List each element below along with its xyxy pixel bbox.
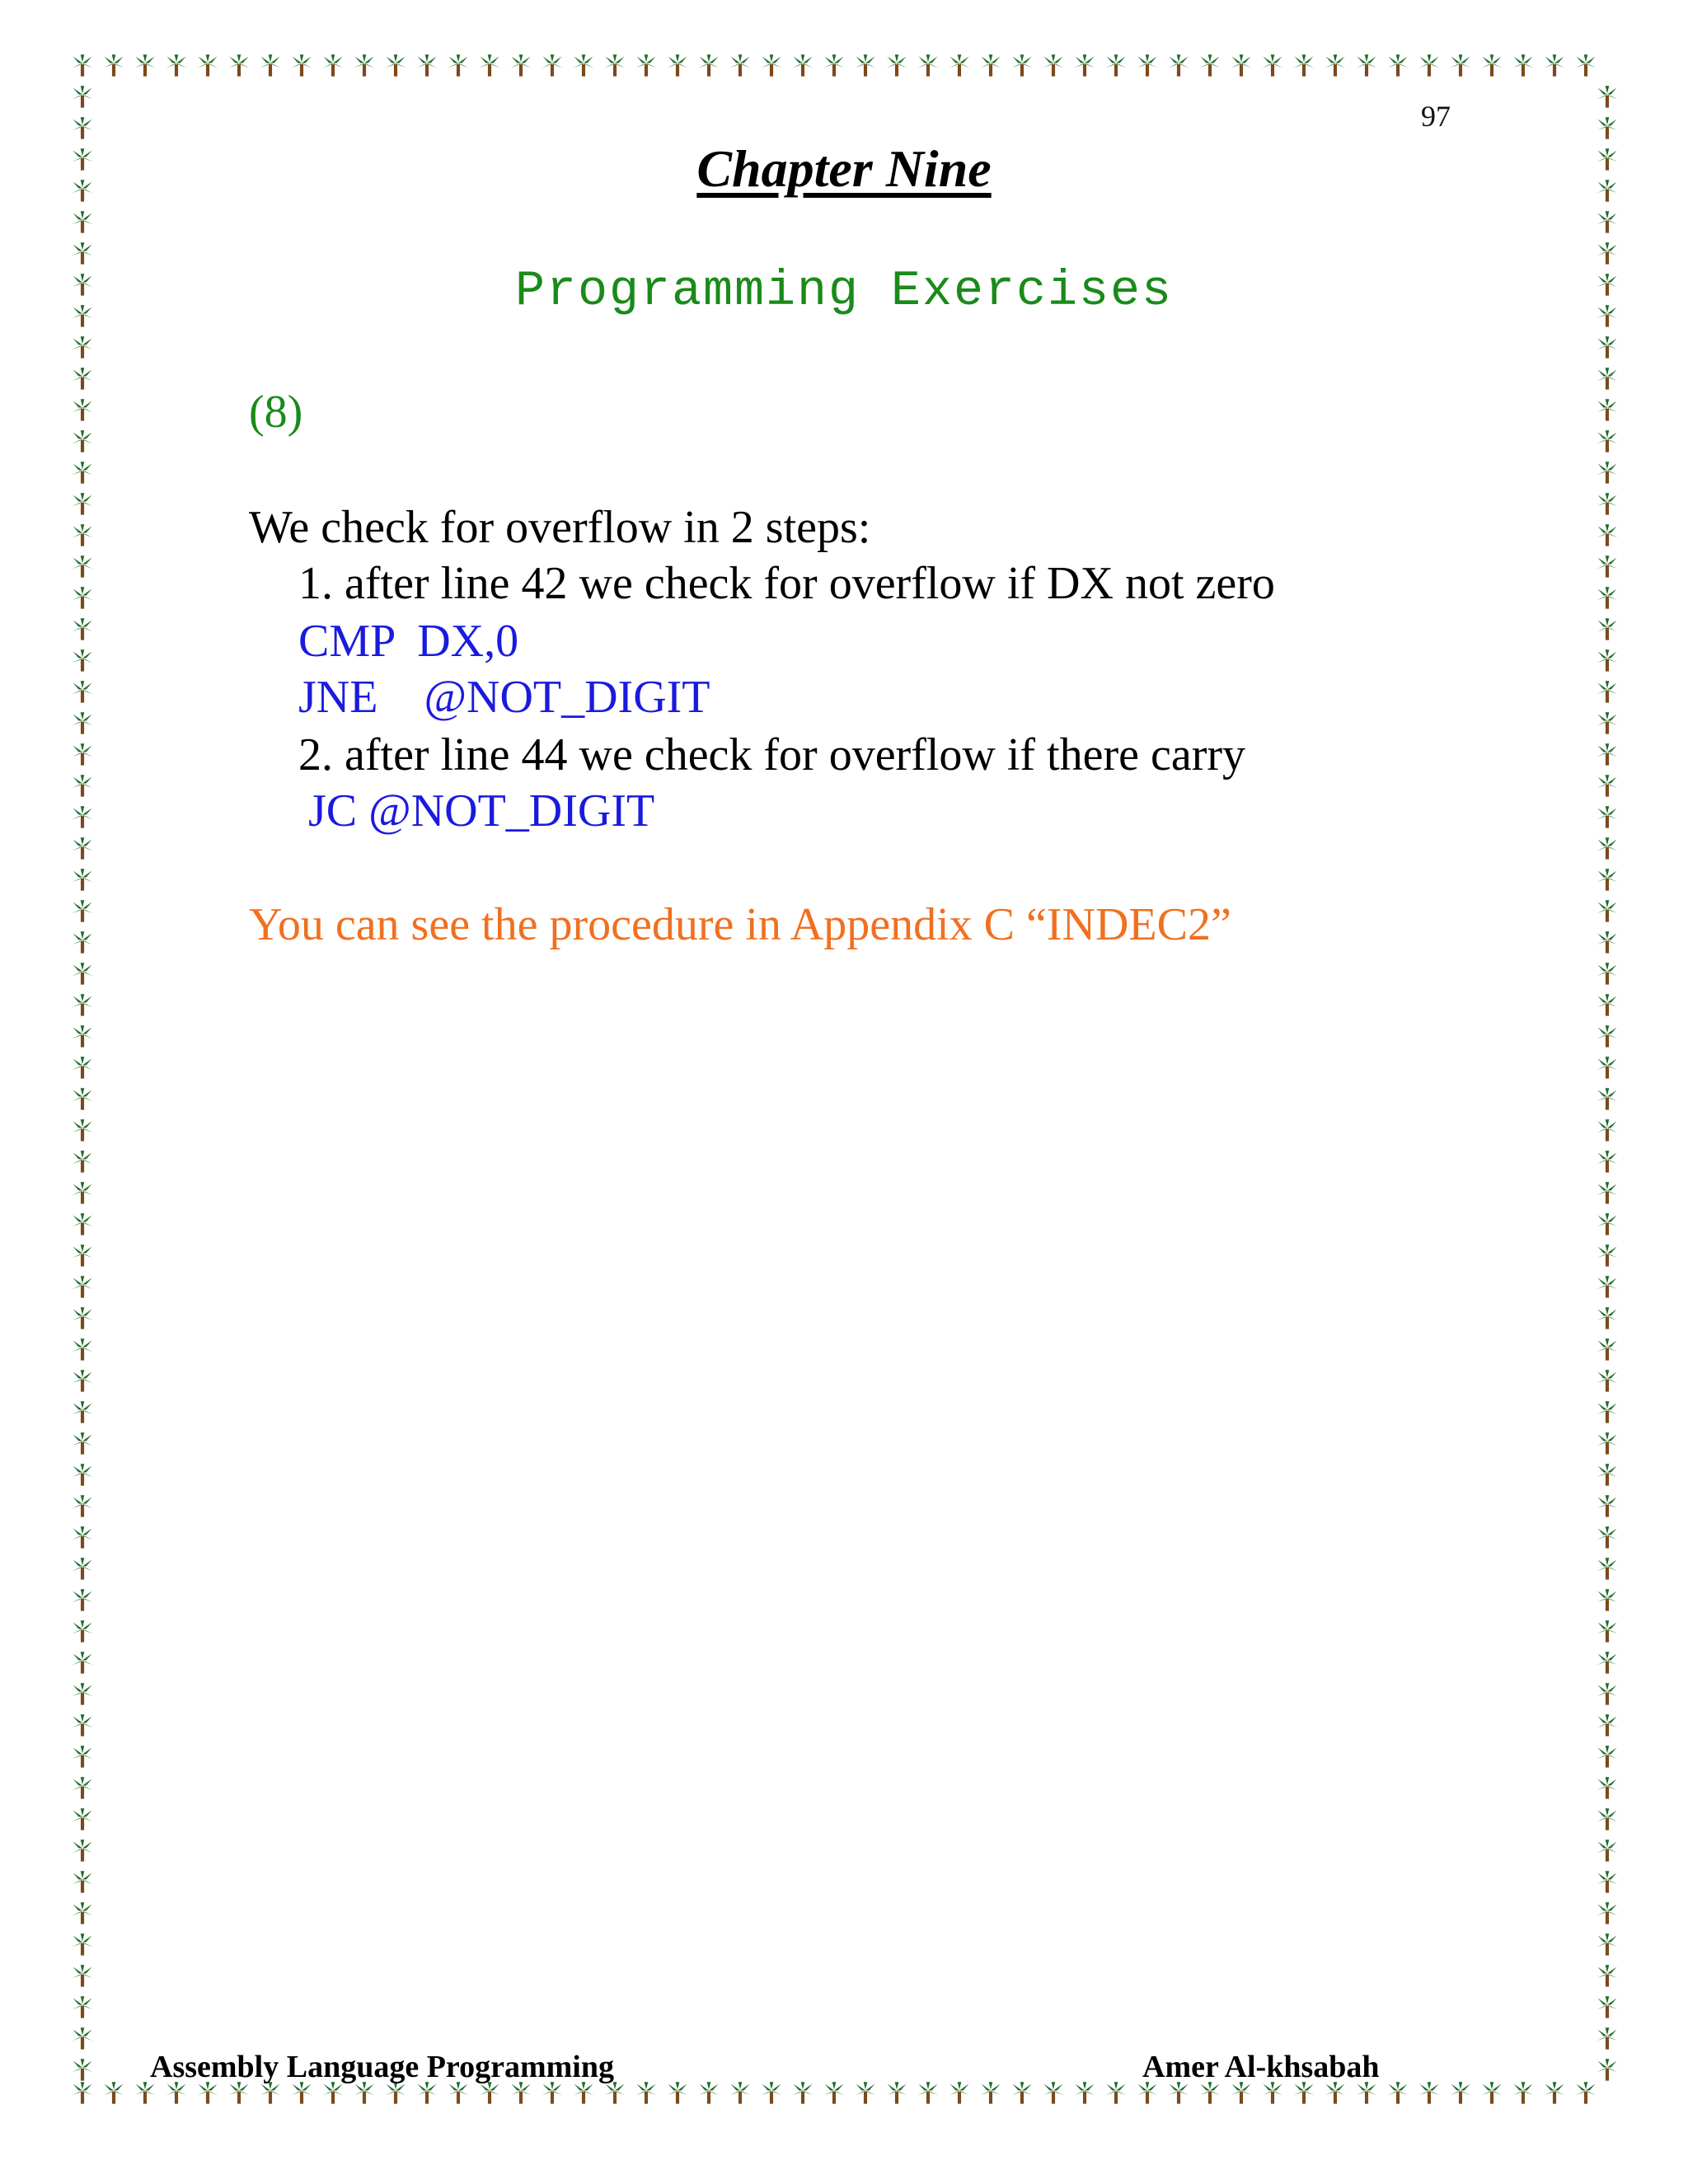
intro-text: We check for overflow in 2 steps: [249,502,871,553]
palm-tree-icon [479,54,499,76]
palm-tree-icon [1481,54,1502,76]
palm-tree-icon [980,2082,1001,2103]
palm-tree-icon [510,2082,531,2103]
code-line-jc: JC @NOT_DIGIT [308,785,655,837]
palm-tree-icon [72,211,92,232]
palm-tree-icon [197,2082,218,2103]
palm-tree-icon [1325,2082,1345,2103]
palm-tree-icon [855,2082,875,2103]
palm-tree-icon [72,994,92,1015]
palm-tree-icon [917,54,938,76]
palm-tree-icon [1137,54,1157,76]
palm-tree-icon [72,1432,92,1454]
palm-tree-icon [792,2082,813,2103]
palm-tree-icon [72,869,92,890]
palm-tree-icon [1137,2082,1157,2103]
palm-tree-icon [1597,1589,1617,1610]
palm-tree-icon [72,1244,92,1266]
palm-tree-icon [1597,86,1617,107]
palm-tree-icon [1597,368,1617,389]
palm-tree-icon [1597,493,1617,514]
section-title: Programming Exercises [514,264,1174,320]
palm-tree-icon [1293,54,1314,76]
palm-tree-icon [416,2082,437,2103]
palm-tree-icon [1575,54,1596,76]
palm-tree-icon [1597,1370,1617,1391]
palm-tree-icon [72,1902,92,1924]
palm-tree-icon [698,54,719,76]
palm-tree-icon [1262,2082,1282,2103]
palm-tree-icon [72,587,92,608]
palm-tree-icon [72,618,92,640]
palm-tree-icon [729,54,750,76]
palm-tree-icon [949,2082,969,2103]
palm-tree-icon [1544,2082,1564,2103]
palm-tree-icon [1544,54,1564,76]
step-1-text: 1. after line 42 we check for overflow if DX not zero [298,558,1275,609]
code-line-cmp: CMP DX,0 [298,616,519,667]
palm-tree-icon [1597,743,1617,765]
palm-tree-icon [1597,1057,1617,1078]
palm-tree-icon [1387,2082,1408,2103]
palm-tree-icon [72,1464,92,1485]
palm-tree-icon [72,806,92,827]
palm-tree-icon [322,2082,343,2103]
chapter-title: Chapter Nine [696,139,992,198]
palm-tree-icon [72,681,92,702]
palm-tree-icon [1597,1495,1617,1516]
palm-tree-icon [1074,2082,1095,2103]
palm-tree-icon [1597,994,1617,1015]
palm-tree-icon [72,1871,92,1892]
palm-tree-icon [72,1307,92,1329]
palm-tree-icon [886,2082,907,2103]
palm-tree-icon [72,1025,92,1047]
palm-tree-icon [72,2059,92,2080]
palm-tree-icon [72,2027,92,2049]
palm-tree-icon [1597,524,1617,546]
palm-tree-icon [1011,54,1032,76]
palm-tree-icon [479,2082,499,2103]
palm-tree-icon [72,1213,92,1235]
palm-tree-icon [1597,1683,1617,1704]
palm-tree-icon [72,1558,92,1579]
palm-tree-icon [1597,1213,1617,1235]
palm-tree-icon [72,1996,92,2018]
palm-tree-icon [72,743,92,765]
palm-tree-icon [1597,869,1617,890]
palm-tree-icon [1597,837,1617,859]
palm-tree-icon [291,2082,312,2103]
palm-tree-icon [1597,1244,1617,1266]
palm-tree-icon [1597,1526,1617,1548]
palm-tree-icon [416,54,437,76]
palm-tree-icon [855,54,875,76]
palm-tree-icon [1597,1025,1617,1047]
exercise-number: (8) [249,387,303,438]
palm-tree-icon [1105,54,1126,76]
palm-tree-icon [72,1808,92,1830]
palm-tree-icon [1597,1871,1617,1892]
palm-tree-icon [72,1589,92,1610]
palm-tree-icon [792,54,813,76]
palm-tree-icon [72,1151,92,1172]
palm-tree-icon [1597,1808,1617,1830]
palm-tree-icon [604,2082,625,2103]
palm-tree-icon [134,54,155,76]
palm-tree-icon [385,2082,406,2103]
palm-tree-icon [1597,963,1617,984]
palm-tree-icon [72,336,92,358]
palm-tree-icon [1597,1338,1617,1360]
palm-tree-icon [1356,54,1376,76]
palm-tree-icon [72,1401,92,1422]
palm-tree-icon [761,54,781,76]
palm-tree-icon [260,2082,280,2103]
palm-tree-icon [1387,54,1408,76]
palm-tree-icon [1597,1746,1617,1767]
palm-tree-icon [1597,1307,1617,1329]
palm-tree-icon [573,2082,593,2103]
palm-tree-icon [72,1746,92,1767]
palm-tree-icon [1597,1119,1617,1141]
palm-tree-icon [1597,1902,1617,1924]
palm-tree-icon [1597,1401,1617,1422]
palm-tree-icon [1575,2082,1596,2103]
palm-tree-icon [667,54,687,76]
appendix-note: You can see the procedure in Appendix C “INDEC2” [249,899,1231,950]
palm-tree-icon [354,2082,374,2103]
palm-tree-icon [72,1620,92,1642]
palm-tree-icon [1597,336,1617,358]
palm-tree-icon [635,2082,656,2103]
palm-tree-icon [72,1965,92,1986]
palm-tree-icon [1597,462,1617,483]
palm-tree-icon [1597,242,1617,264]
palm-tree-icon [1597,1558,1617,1579]
palm-tree-icon [103,2082,124,2103]
palm-tree-icon [1512,2082,1533,2103]
palm-tree-icon [166,2082,186,2103]
palm-tree-icon [635,54,656,76]
palm-tree-icon [72,1370,92,1391]
palm-tree-icon [1597,2059,1617,2080]
footer-left: Assembly Language Programming [150,2050,614,2084]
palm-tree-icon [573,54,593,76]
palm-tree-icon [72,54,92,76]
palm-tree-icon [1597,681,1617,702]
step-2-text: 2. after line 44 we check for overflow if there carry [298,729,1245,780]
palm-tree-icon [72,524,92,546]
palm-tree-icon [322,54,343,76]
palm-tree-icon [1325,54,1345,76]
palm-tree-icon [1597,587,1617,608]
palm-tree-icon [1597,1620,1617,1642]
palm-tree-icon [729,2082,750,2103]
palm-tree-icon [1418,2082,1439,2103]
palm-tree-icon [1597,1276,1617,1297]
palm-tree-icon [72,900,92,921]
palm-tree-icon [72,2082,92,2103]
palm-tree-icon [72,837,92,859]
palm-tree-icon [72,775,92,796]
palm-tree-icon [72,1683,92,1704]
palm-tree-icon [260,54,280,76]
palm-tree-icon [1597,1652,1617,1673]
palm-tree-icon [72,1840,92,1861]
palm-tree-icon [1199,54,1220,76]
palm-tree-icon [72,649,92,671]
palm-tree-icon [1231,54,1251,76]
palm-tree-icon [1597,649,1617,671]
palm-tree-icon [1168,54,1189,76]
palm-tree-icon [1597,1182,1617,1203]
palm-tree-icon [542,54,562,76]
palm-tree-icon [72,555,92,577]
palm-tree-icon [1597,1714,1617,1736]
palm-tree-icon [228,54,249,76]
palm-tree-icon [1597,555,1617,577]
palm-tree-icon [1597,2027,1617,2049]
palm-tree-icon [72,1182,92,1203]
palm-tree-icon [72,1057,92,1078]
palm-tree-icon [1450,54,1470,76]
palm-tree-icon [1597,399,1617,420]
palm-tree-icon [1597,775,1617,796]
palm-tree-icon [1597,211,1617,232]
palm-tree-icon [1293,2082,1314,2103]
page-number: 97 [1421,100,1451,133]
palm-tree-icon [197,54,218,76]
palm-tree-icon [1597,1996,1617,2018]
palm-tree-icon [1597,618,1617,640]
palm-tree-icon [354,54,374,76]
palm-tree-icon [72,1714,92,1736]
palm-tree-icon [72,368,92,389]
palm-tree-icon [1262,54,1282,76]
palm-tree-icon [72,1119,92,1141]
code-line-jne: JNE @NOT_DIGIT [298,672,710,723]
palm-tree-icon [72,1933,92,1955]
palm-tree-icon [1231,2082,1251,2103]
palm-tree-icon [72,1495,92,1516]
palm-tree-icon [72,1526,92,1548]
palm-tree-icon [1597,712,1617,733]
palm-tree-icon [1199,2082,1220,2103]
palm-tree-icon [72,242,92,264]
palm-tree-icon [761,2082,781,2103]
palm-tree-icon [166,54,186,76]
palm-tree-icon [823,54,844,76]
palm-tree-icon [72,712,92,733]
palm-tree-icon [1481,2082,1502,2103]
palm-tree-icon [980,54,1001,76]
palm-tree-icon [72,86,92,107]
palm-tree-icon [917,2082,938,2103]
palm-tree-icon [1450,2082,1470,2103]
palm-tree-icon [72,462,92,483]
palm-tree-icon [448,2082,468,2103]
palm-tree-icon [1043,54,1063,76]
palm-tree-icon [72,1777,92,1798]
palm-tree-icon [134,2082,155,2103]
palm-tree-icon [1597,1965,1617,1986]
palm-tree-icon [1043,2082,1063,2103]
palm-tree-icon [1168,2082,1189,2103]
palm-tree-icon [103,54,124,76]
palm-tree-icon [1597,1464,1617,1485]
palm-tree-icon [72,430,92,452]
palm-tree-icon [1597,931,1617,953]
palm-tree-icon [1011,2082,1032,2103]
palm-tree-icon [1597,1933,1617,1955]
palm-tree-icon [604,54,625,76]
palm-tree-icon [1512,54,1533,76]
palm-tree-icon [72,1338,92,1360]
palm-tree-icon [510,54,531,76]
palm-tree-icon [1597,1088,1617,1109]
palm-tree-icon [228,2082,249,2103]
palm-tree-icon [72,1088,92,1109]
palm-tree-icon [72,493,92,514]
palm-tree-icon [72,399,92,420]
palm-tree-icon [385,54,406,76]
palm-tree-icon [949,54,969,76]
palm-tree-icon [823,2082,844,2103]
palm-tree-icon [1597,1432,1617,1454]
palm-tree-icon [1597,806,1617,827]
palm-tree-icon [1597,430,1617,452]
palm-tree-icon [72,1276,92,1297]
palm-tree-icon [72,963,92,984]
palm-tree-icon [1105,2082,1126,2103]
palm-tree-icon [1597,117,1617,138]
palm-tree-icon [1597,1840,1617,1861]
palm-tree-icon [72,1652,92,1673]
palm-tree-icon [448,54,468,76]
palm-tree-icon [72,931,92,953]
palm-tree-icon [698,2082,719,2103]
palm-tree-icon [1356,2082,1376,2103]
palm-tree-icon [886,54,907,76]
palm-tree-icon [291,54,312,76]
palm-tree-icon [1074,54,1095,76]
palm-tree-icon [72,117,92,138]
palm-tree-icon [667,2082,687,2103]
palm-tree-icon [1597,900,1617,921]
palm-tree-icon [1418,54,1439,76]
palm-tree-icon [1597,1777,1617,1798]
palm-tree-icon [1597,1151,1617,1172]
footer-right: Amer Al-khsabah [1142,2050,1380,2084]
palm-tree-icon [542,2082,562,2103]
